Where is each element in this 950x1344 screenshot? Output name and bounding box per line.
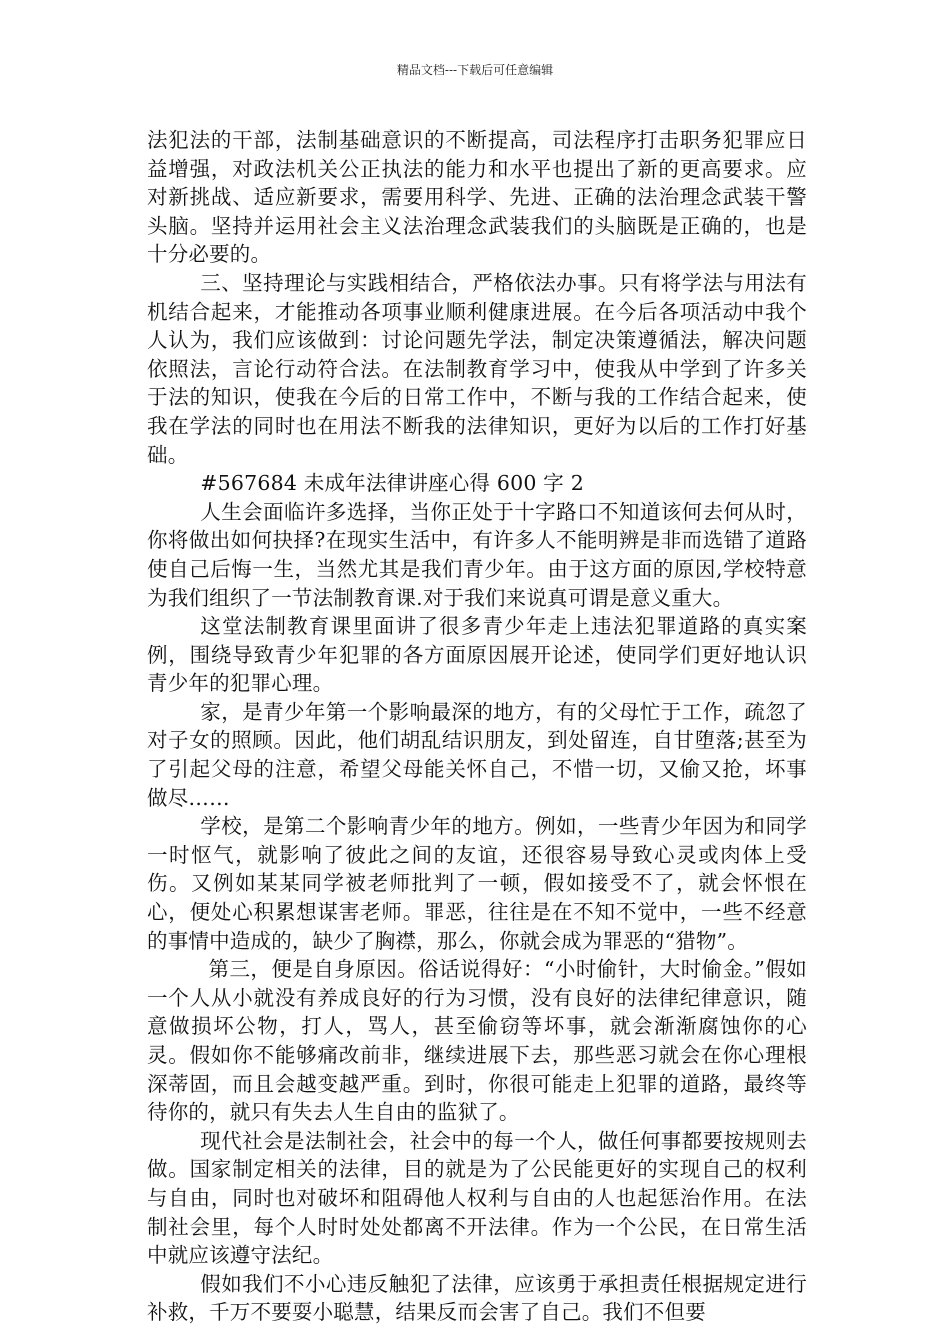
- paragraph-continuation: 法犯法的干部，法制基础意识的不断提高，司法程序打击职务犯罪应日益增强，对政法机关公正执法的能力和水平也提出了新的更高要求。应对新挑战、适应新要求，需要用科学、先进、正确的法治理念武装干警头脑。坚持并运用社会主义法治理念武装我们的头脑既是正确的，也是十分必要的。: [147, 128, 807, 267]
- paragraph-society: 现代社会是法制社会，社会中的每一个人，做任何事都要按规则去做。国家制定相关的法律，目的就是为了公民能更好的实现自己的权利与自由，同时也对破坏和阻碍他人权利与自由的人也起惩治作用。在法制社会里，每个人时时处处都离不开法律。作为一个公民，在日常生活中就应该遵守法纪。: [147, 1128, 807, 1268]
- page-header: 精品文档---下载后可任意编辑: [396, 63, 554, 77]
- paragraph-responsibility: 假如我们不小心违反触犯了法律，应该勇于承担责任根据规定进行补救，千万不要耍小聪慧，结果反而会害了自己。我们不但要: [147, 1271, 807, 1325]
- paragraph-lesson: 这堂法制教育课里面讲了很多青少年走上违法犯罪道路的真实案例，围绕导致青少年犯罪的各方面原因展开论述，使同学们更好地认识青少年的犯罪心理。: [147, 614, 807, 696]
- paragraph-section-three: 三、坚持理论与实践相结合，严格依法办事。只有将学法与用法有机结合起来，才能推动各项事业顺利健康进展。在今后各项活动中我个人认为，我们应该做到：讨论问题先学法，制定决策遵循法，解决问题依照法，言论行动符合法。在法制教育学习中，使我从中学到了许多关于法的知识，使我在今后的日常工作中，不断与我的工作结合起来，使我在学法的同时也在用法不断我的法律知识，更好为以后的工作打好基础。: [147, 270, 807, 467]
- document-body: [147, 126, 807, 1327]
- paragraph-self: 第三，便是自身原因。俗话说得好：“小时偷针，大时偷金。”假如一个人从小就没有养成良好的行为习惯，没有良好的法律纪律意识，随意做损坏公物，打人，骂人，甚至偷窃等坏事，就会渐渐腐蚀你的心灵。假如你不能够痛改前非，继续进展下去，那些恶习就会在你心理根深蒂固，而且会越变越严重。到时，你很可能走上犯罪的道路，最终等待你的，就只有失去人生自由的监狱了。: [147, 957, 807, 1125]
- paragraph-choices: 人生会面临许多选择，当你正处于十字路口不知道该何去何从时，你将做出如何抉择?在现实生活中，有许多人不能明辨是非而选错了道路使自己后悔一生，当然尤其是我们青少年。由于这方面的原因,学校特意为我们组织了一节法制教育课.对于我们来说真可谓是意义重大。: [147, 499, 807, 610]
- paragraph-school: 学校，是第二个影响青少年的地方。例如，一些青少年因为和同学一时怄气，就影响了彼此之间的友谊，还很容易导致心灵或肉体上受伤。又例如某某同学被老师批判了一顿，假如接受不了，就会怀恨在心，便处心积累想谋害老师。罪恶，往往是在不知不觉中，一些不经意的事情中造成的，缺少了胸襟，那么，你就会成为罪恶的“猎物”。: [147, 814, 807, 953]
- paragraph-family: 家，是青少年第一个影响最深的地方，有的父母忙于工作，疏忽了对子女的照顾。因此，他们胡乱结识朋友，到处留连，自甘堕落;甚至为了引起父母的注意，希望父母能关怀自己，不惜一切，又偷又抢，坏事做尽……: [147, 699, 807, 810]
- article-subtitle: #567684 未成年法律讲座心得 600 字 2: [200, 471, 584, 496]
